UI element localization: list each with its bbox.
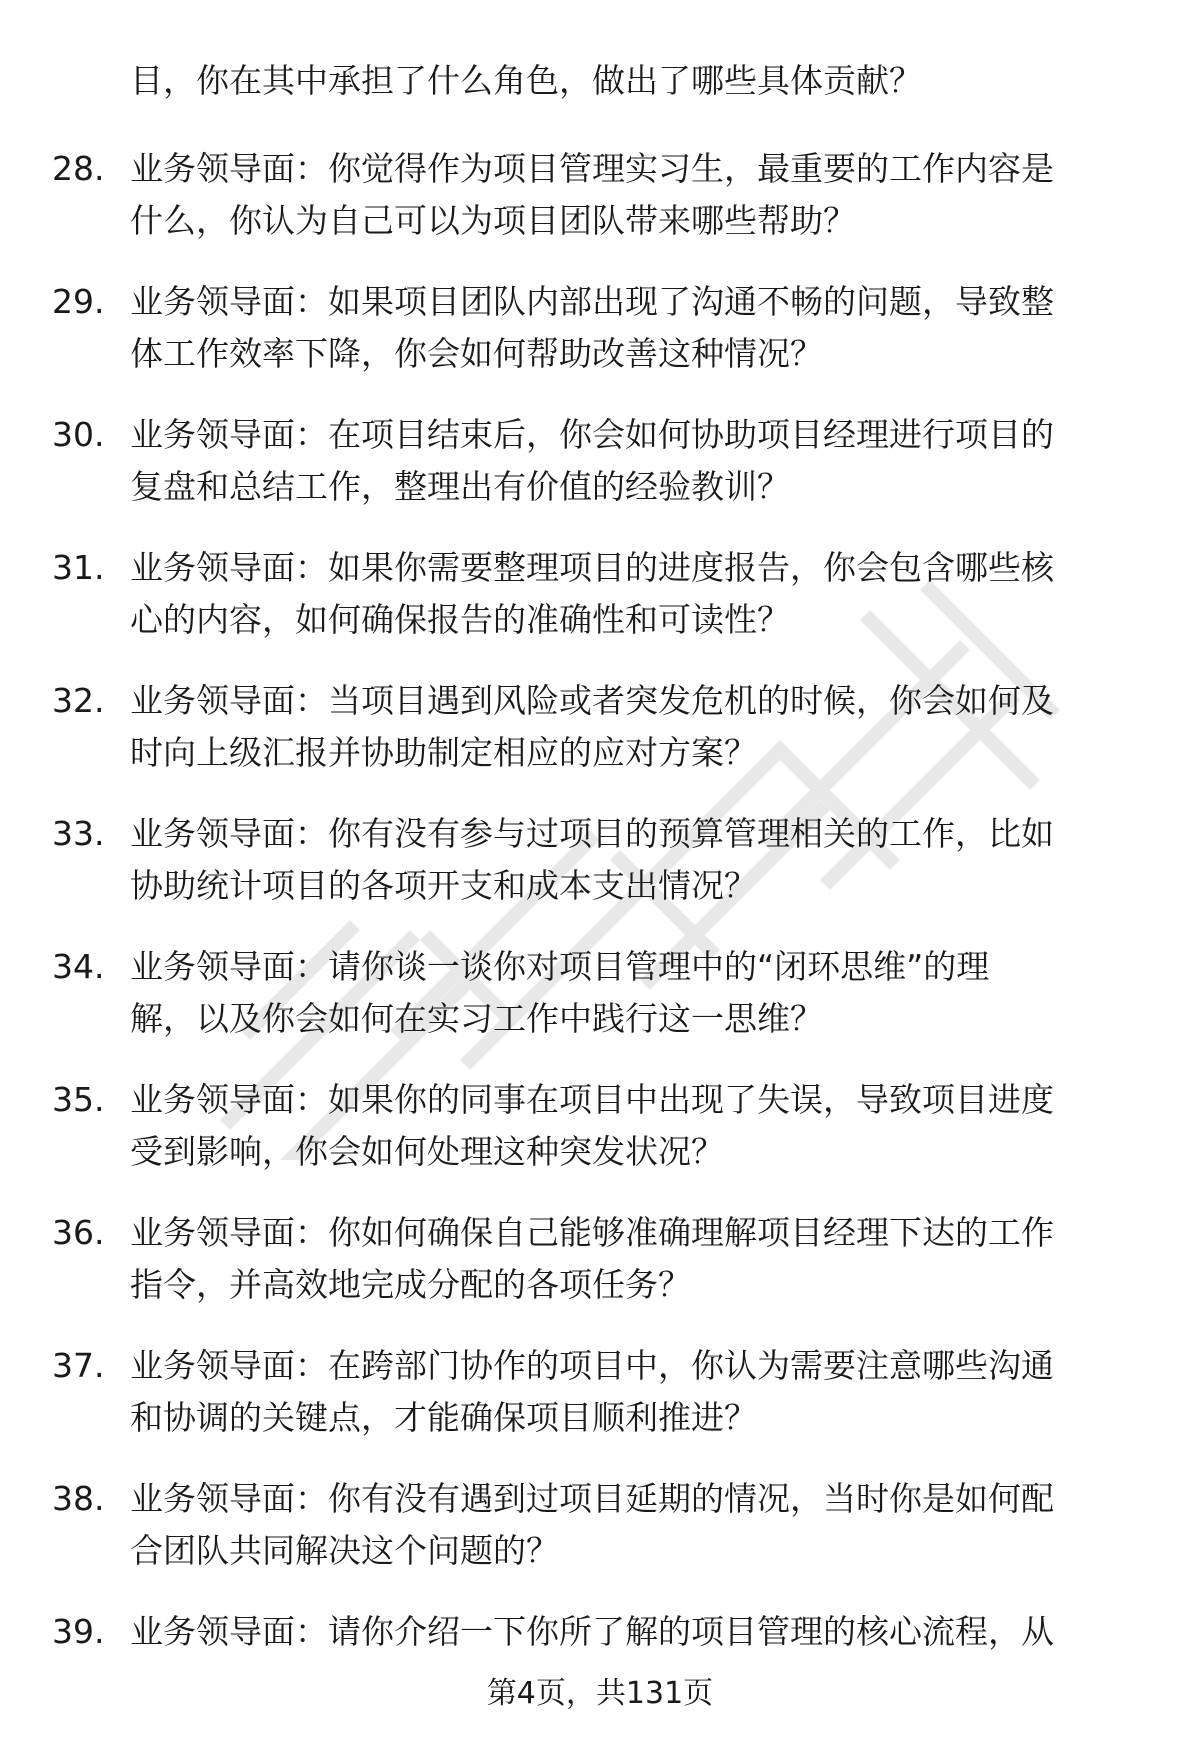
question-item <box>0 1074 1200 1207</box>
question-item <box>0 675 1200 808</box>
question-text-line: 业务领导面：你觉得作为项目管理实习生，最重要的工作内容是 <box>130 149 1054 188</box>
question-text-line: 协助统计项目的各项开支和成本支出情况？ <box>130 866 757 905</box>
question-item <box>0 542 1200 675</box>
question-item <box>0 276 1200 409</box>
question-text <box>130 1074 1140 1178</box>
question-number: 33. <box>52 814 105 853</box>
question-text <box>130 1340 1140 1444</box>
question-item <box>0 1473 1200 1606</box>
question-text-line: 解，以及你会如何在实习工作中践行这一思维？ <box>130 999 823 1038</box>
question-text-line: 业务领导面：在项目结束后，你会如何协助项目经理进行项目的 <box>130 415 1054 454</box>
question-text-line: 指令，并高效地完成分配的各项任务？ <box>130 1265 691 1304</box>
question-text <box>130 276 1140 380</box>
question-item <box>0 143 1200 276</box>
question-text <box>130 143 1140 247</box>
question-text-line: 复盘和总结工作，整理出有价值的经验教训？ <box>130 467 790 506</box>
question-number: 28. <box>52 149 105 188</box>
question-text-line: 业务领导面：请你谈一谈你对项目管理中的“闭环思维”的理 <box>130 947 990 986</box>
question-text <box>130 542 1140 646</box>
question-number: 34. <box>52 947 105 986</box>
question-number: 29. <box>52 282 105 321</box>
question-item <box>0 1340 1200 1473</box>
question-number: 32. <box>52 681 105 720</box>
question-number: 37. <box>52 1346 105 1385</box>
question-list <box>0 143 1200 1739</box>
question-text-line: 什么，你认为自己可以为项目团队带来哪些帮助？ <box>130 201 856 240</box>
question-text-line: 业务领导面：你如何确保自己能够准确理解项目经理下达的工作 <box>130 1213 1054 1252</box>
question-text-line: 业务领导面：如果你的同事在项目中出现了失误，导致项目进度 <box>130 1080 1054 1119</box>
continuation-text: 目，你在其中承担了什么角色，做出了哪些具体贡献？ <box>130 61 922 100</box>
question-text-line: 体工作效率下降，你会如何帮助改善这种情况？ <box>130 334 823 373</box>
question-text <box>130 409 1140 513</box>
question-text-line: 业务领导面：你有没有参与过项目的预算管理相关的工作，比如 <box>130 814 1054 853</box>
question-item <box>0 1207 1200 1340</box>
page-footer: 第4页，共131页 <box>486 1676 714 1711</box>
question-item <box>0 808 1200 941</box>
question-text-line: 业务领导面：如果你需要整理项目的进度报告，你会包含哪些核 <box>130 548 1054 587</box>
question-text-line: 业务领导面：在跨部门协作的项目中，你认为需要注意哪些沟通 <box>130 1346 1054 1385</box>
question-text <box>130 675 1140 779</box>
question-text <box>130 1606 1140 1658</box>
question-text <box>130 1207 1140 1311</box>
question-text-line: 业务领导面：请你介绍一下你所了解的项目管理的核心流程，从 <box>130 1612 1054 1651</box>
question-text <box>130 1473 1140 1577</box>
question-text-line: 和协调的关键点，才能确保项目顺利推进？ <box>130 1398 757 1437</box>
question-text-line: 受到影响，你会如何处理这种突发状况？ <box>130 1132 724 1171</box>
question-item <box>0 941 1200 1074</box>
question-item <box>0 409 1200 542</box>
question-number: 39. <box>52 1612 105 1651</box>
question-text-line: 心的内容，如何确保报告的准确性和可读性？ <box>130 600 790 639</box>
question-text <box>130 941 1140 1045</box>
question-number: 30. <box>52 415 105 454</box>
question-text-line: 合团队共同解决这个问题的？ <box>130 1531 559 1570</box>
question-text-line: 业务领导面：你有没有遇到过项目延期的情况，当时你是如何配 <box>130 1479 1054 1518</box>
question-text-line: 业务领导面：当项目遇到风险或者突发危机的时候，你会如何及 <box>130 681 1054 720</box>
question-number: 36. <box>52 1213 105 1252</box>
question-number: 38. <box>52 1479 105 1518</box>
question-text <box>130 808 1140 912</box>
question-text-line: 业务领导面：如果项目团队内部出现了沟通不畅的问题，导致整 <box>130 282 1054 321</box>
question-text-line: 时向上级汇报并协助制定相应的应对方案？ <box>130 733 757 772</box>
question-number: 35. <box>52 1080 105 1119</box>
question-number: 31. <box>52 548 105 587</box>
